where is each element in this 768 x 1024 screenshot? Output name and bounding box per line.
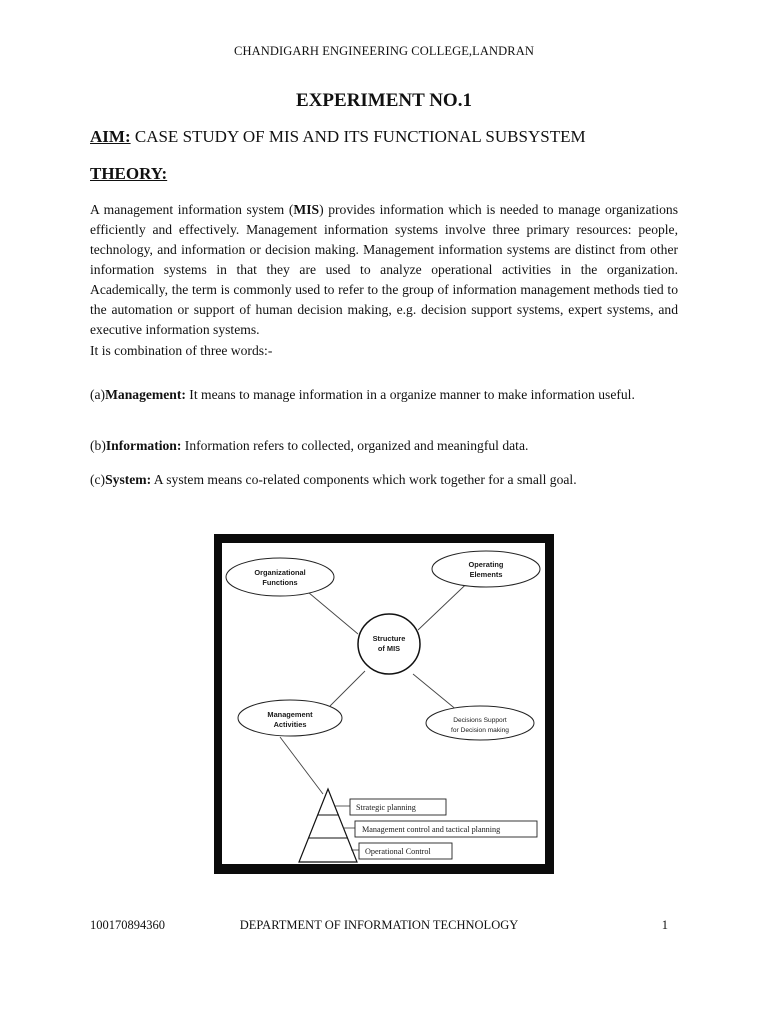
word-definition: It means to manage information in a organize manner to make information useful. [185,387,635,402]
word-definition: Information refers to collected, organized and meaningful data. [181,438,529,453]
level-label-operational: Operational Control [365,847,431,856]
node-organizational-functions [226,558,334,596]
aim-label: AIM: [90,127,131,146]
aim-line [90,127,586,147]
word-definition-management [90,385,678,405]
node-label-line2: Activities [273,720,307,729]
node-label-line2: for Decision making [451,727,509,734]
node-label-line1: Operating [468,560,504,569]
word-prefix: (a) [90,387,106,402]
connector-line [280,737,323,794]
center-label-line2: of MIS [377,644,401,653]
word-definition: A system means co-related components which work together for a small goal. [151,472,577,487]
word-term: System: [105,472,152,487]
word-prefix: (c) [90,472,106,487]
aim-text: CASE STUDY OF MIS AND ITS FUNCTIONAL SUBSYSTEM [130,127,586,146]
intro-text-start: A management information system ( [90,202,294,217]
intro-text-rest: ) provides information which is needed to manage organizations efficiently and effectively. Management information systems involve three primary resources: people, technology, and information or decision making. Management information systems are distinct from other information systems in that they are used to analyze operational activities in the organization. Academically, the term is commonly used to refer to the group of information management methods tied to the automation or support of human decision making, e.g. decision support systems, expert systems, and executive information systems. [90,202,678,337]
word-definition-system [90,470,678,490]
combination-paragraph: It is combination of three words:- [90,343,273,358]
word-definition-information [90,436,678,456]
node-label-line2: Elements [469,570,503,579]
node-label-line2: Functions [262,578,298,587]
center-label-line1: Structure [372,634,406,643]
node-label-line1: Organizational [254,568,306,577]
node-label-line1: Decisions Support [453,717,507,724]
connector-lines [280,571,480,794]
management-pyramid [299,789,357,862]
node-label-line1: Management [267,710,313,719]
word-term: Management: [105,387,186,402]
theory-intro-paragraph [90,200,678,340]
connector-line [413,674,458,711]
page-header: CHANDIGARH ENGINEERING COLLEGE,LANDRAN [234,44,534,58]
mis-structure-figure [214,534,554,874]
connector-line [330,671,365,706]
word-prefix: (b) [90,438,106,453]
experiment-title: EXPERIMENT NO.1 [296,90,472,111]
word-term: Information: [105,438,182,453]
footer-id: 100170894360 [90,918,165,932]
figure-canvas [222,543,545,864]
level-label-strategic: Strategic planning [356,803,416,812]
node-operating-elements [432,551,540,587]
level-label-tactical: Management control and tactical planning [362,825,501,834]
theory-heading: THEORY: [90,164,168,183]
intro-mis-term: MIS [293,202,320,217]
footer-department: DEPARTMENT OF INFORMATION TECHNOLOGY [239,918,519,932]
page-footer [90,918,668,934]
footer-page-number: 1 [661,918,668,932]
mis-structure-diagram [222,543,545,864]
